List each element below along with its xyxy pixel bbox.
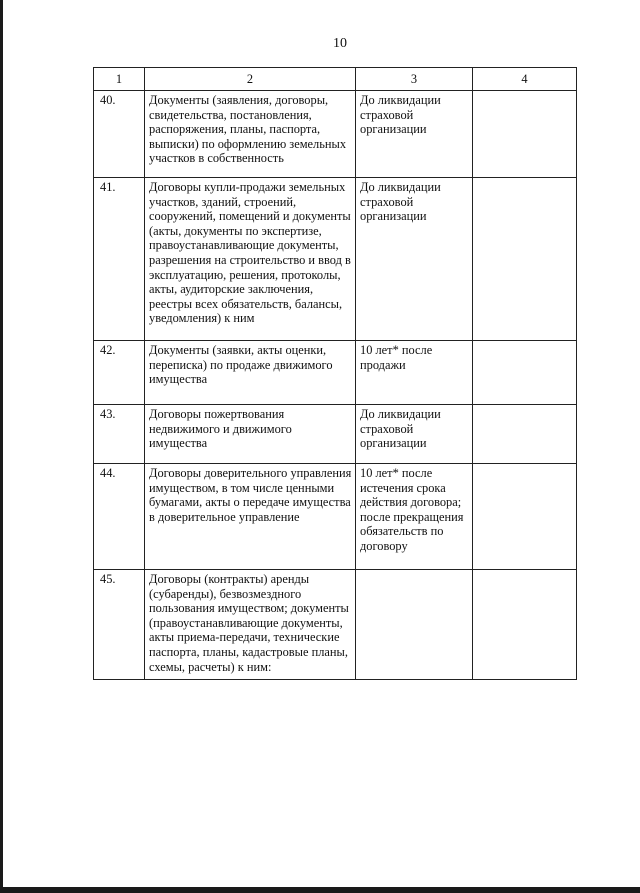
note-cell [473,405,577,464]
table-row [94,405,577,464]
retention-term: До ликвидации страховой организации [356,405,473,464]
table-row [94,570,577,680]
row-number: 43. [94,405,145,464]
scan-edge-bottom [0,887,640,893]
retention-term [356,570,473,680]
document-description: Документы (заявки, акты оценки, переписка) по продаже движимого имущества [145,341,356,405]
table-header-row [94,68,577,91]
records-retention-table [93,67,577,680]
column-header-4: 4 [473,68,577,91]
note-cell [473,178,577,341]
table-row [94,464,577,570]
table-row [94,91,577,178]
retention-term: 10 лет* после продажи [356,341,473,405]
retention-term: 10 лет* после истечения срока действия договора; после прекращения обязательств по договору [356,464,473,570]
document-description: Документы (заявления, договоры, свидетельства, постановления, распоряжения, планы, паспорта, выписки) по оформлению земельных участков в собственность [145,91,356,178]
row-number: 44. [94,464,145,570]
column-header-3: 3 [356,68,473,91]
column-header-1: 1 [94,68,145,91]
note-cell [473,341,577,405]
row-number: 42. [94,341,145,405]
page-number: 10 [333,36,347,51]
column-header-2: 2 [145,68,356,91]
note-cell [473,570,577,680]
scan-edge-left [0,0,3,893]
document-description: Договоры доверительного управления имуществом, в том числе ценными бумагами, акты о передаче имущества в доверительное управление [145,464,356,570]
row-number: 45. [94,570,145,680]
row-number: 41. [94,178,145,341]
row-number: 40. [94,91,145,178]
document-description: Договоры пожертвования недвижимого и движимого имущества [145,405,356,464]
retention-term: До ликвидации страховой организации [356,178,473,341]
table-row [94,341,577,405]
table-row [94,178,577,341]
document-description: Договоры купли-продажи земельных участков, зданий, строений, сооружений, помещений и документы (акты, документы по экспертизе, правоустанавливающие документы, разрешения на строительство и ввод в эксплуатацию, решения, протоколы, акты, аудиторские заключения, реестры всех обязательств, балансы, уведомления) к ним [145,178,356,341]
document-description: Договоры (контракты) аренды (субаренды), безвозмездного пользования имуществом; документы (правоустанавливающие документы, акты приема-передачи, технические паспорта, планы, кадастровые планы, схемы, расчеты) к ним: [145,570,356,680]
note-cell [473,91,577,178]
note-cell [473,464,577,570]
retention-term: До ликвидации страховой организации [356,91,473,178]
